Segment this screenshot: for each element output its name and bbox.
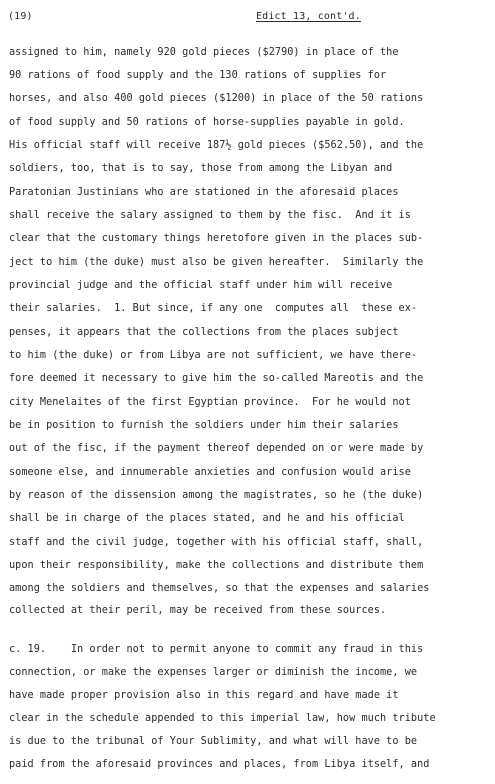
- text-line: shall receive the salary assigned to them by the fisc. And it is: [9, 210, 411, 221]
- text-line: His official staff will receive 187½ gold pieces ($562.50), and the: [9, 140, 424, 151]
- text-line: their salaries. 1. But since, if any one computes all these ex-: [9, 303, 418, 314]
- text-line: Paratonian Justinians who are stationed in the aforesaid places: [9, 187, 399, 198]
- text-line: to him (the duke) or from Libya are not sufficient, we have there-: [9, 350, 418, 361]
- text-line: staff and the civil judge, together with his official staff, shall,: [9, 537, 424, 548]
- text-line: clear that the customary things heretofore given in the places sub-: [9, 233, 424, 244]
- text-line: provincial judge and the official staff under him will receive: [9, 280, 393, 291]
- text-line: is due to the tribunal of Your Sublimity, and what will have to be: [9, 736, 418, 747]
- running-head: Edict 13, cont'd.: [256, 11, 361, 22]
- text-line: clear in the schedule appended to this imperial law, how much tribute: [9, 713, 436, 724]
- text-line: be in position to furnish the soldiers under him their salaries: [9, 420, 399, 431]
- text-line: collected at their peril, may be received from these sources.: [9, 605, 387, 616]
- text-line: soldiers, too, that is to say, those from among the Libyan and: [9, 163, 393, 174]
- text-line: connection, or make the expenses larger or diminish the income, we: [9, 667, 418, 678]
- text-line: have made proper provision also in this regard and have made it: [9, 690, 399, 701]
- text-line: of food supply and 50 rations of horse-supplies payable in gold.: [9, 117, 405, 128]
- text-line: penses, it appears that the collections from the places subject: [9, 327, 399, 338]
- text-line: upon their responsibility, make the collections and distribute them: [9, 560, 424, 571]
- text-line: paid from the aforesaid provinces and places, from Libya itself, and: [9, 759, 430, 770]
- text-line: ject to him (the duke) must also be given hereafter. Similarly the: [9, 257, 424, 268]
- text-line: out of the fisc, if the payment thereof depended on or were made by: [9, 443, 424, 454]
- text-line: c. 19. In order not to permit anyone to commit any fraud in this: [9, 644, 424, 655]
- text-line: fore deemed it necessary to give him the so-called Mareotis and the: [9, 373, 424, 384]
- text-line: city Menelaites of the first Egyptian province. For he would not: [9, 397, 411, 408]
- text-line: among the soldiers and themselves, so that the expenses and salaries: [9, 583, 430, 594]
- text-line: shall be in charge of the places stated, and he and his official: [9, 513, 405, 524]
- text-line: by reason of the dissension among the magistrates, so he (the duke): [9, 490, 424, 501]
- text-line: horses, and also 400 gold pieces ($1200) in place of the 50 rations: [9, 93, 424, 104]
- text-line: someone else, and innumerable anxieties and confusion would arise: [9, 467, 411, 478]
- text-line: 90 rations of food supply and the 130 rations of supplies for: [9, 70, 387, 81]
- page-number: (19): [8, 11, 33, 22]
- text-line: assigned to him, namely 920 gold pieces ($2790) in place of the: [9, 47, 399, 58]
- page-header: [8, 11, 487, 29]
